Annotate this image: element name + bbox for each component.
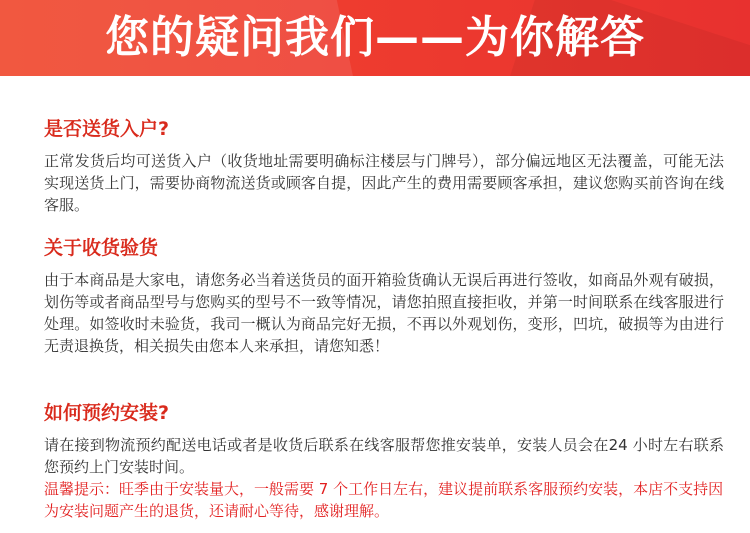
header-banner [0, 0, 750, 76]
question-inspection: 关于收货验货 [44, 237, 159, 259]
section-installation [44, 400, 724, 522]
page-title: 您的疑问我们——为你解答 [105, 12, 645, 63]
section-delivery [44, 116, 724, 216]
answer-delivery: 正常发货后均可送货入户（收货地址需要明确标注楼层与门牌号），部分偏远地区无法覆盖，可能无法实现送货上门，需要协商物流送货或顾客自提，因此产生的费用需要顾客承担，建议您购买前咨询在线客服。 [44, 152, 724, 214]
question-installation: 如何预约安装? [44, 402, 170, 424]
section-inspection [44, 235, 724, 357]
answer-inspection: 由于本商品是大家电，请您务必当着送货员的面开箱验货确认无误后再进行签收，如商品外观有破损，划伤等或者商品型号与您购买的型号不一致等情况，请您拍照直接拒收，并第一时间联系在线客服进行处理。如签收时未验货，我司一概认为商品完好无损，不再以外观划伤，变形，凹坑，破损等为由进行无责退换货，相关损失由您本人来承担，请您知悉！ [44, 271, 724, 355]
question-delivery: 是否送货入户? [44, 118, 170, 140]
answer-installation: 请在接到物流预约配送电话或者是收货后联系在线客服帮您推安装单，安装人员会在24 小时左右联系您预约上门安装时间。 [44, 436, 724, 476]
warm-tip: 温馨提示：旺季由于安装量大，一般需要 7 个工作日左右，建议提前联系客服预约安装，本店不支持因为安装问题产生的退货，还请耐心等待，感谢理解。 [44, 480, 724, 520]
